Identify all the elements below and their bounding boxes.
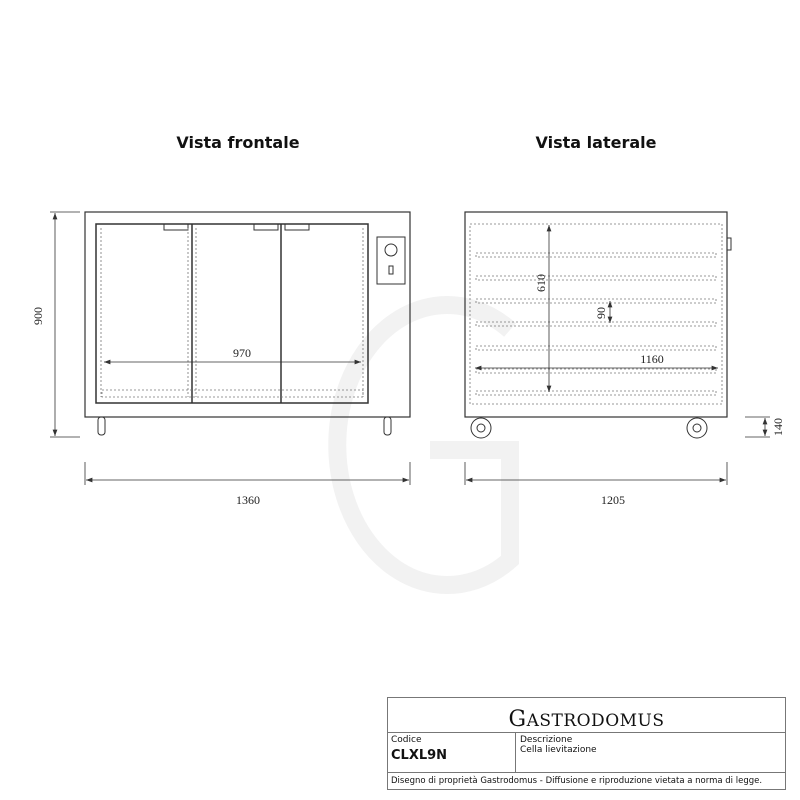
- front-view-title: Vista frontale: [176, 133, 300, 152]
- wheel-left: [471, 418, 491, 438]
- dim-inner-height: 610: [534, 274, 548, 292]
- copyright-notice: Disegno di proprietà Gastrodomus - Diffusione e riproduzione vietata a norma di legge.: [391, 776, 763, 786]
- title-block: [387, 697, 786, 790]
- dim-side-depth: 1205: [601, 493, 625, 507]
- description-label: Descrizione: [520, 735, 573, 745]
- code-label: Codice: [391, 735, 422, 745]
- brand-logo: [388, 698, 785, 733]
- dim-front-width: 1360: [236, 493, 260, 507]
- dim-inner-width: 970: [233, 346, 251, 360]
- foot-right: [384, 417, 391, 435]
- dim-inner-depth: 1160: [640, 352, 664, 366]
- wheel-right: [687, 418, 707, 438]
- description-value: Cella lievitazione: [520, 745, 597, 755]
- watermark-logo: [337, 305, 510, 585]
- dim-height: 900: [31, 307, 45, 325]
- dim-wheel-height: 140: [771, 418, 785, 436]
- side-view-title: Vista laterale: [535, 133, 657, 152]
- product-code: CLXL9N: [391, 748, 448, 763]
- dim-shelf-pitch: 90: [594, 307, 608, 319]
- control-panel: [377, 237, 405, 284]
- brand-initial: G: [508, 707, 527, 732]
- front-view: [85, 212, 410, 435]
- code-cell: [388, 733, 516, 772]
- brand-rest: ASTRODOMUS: [526, 711, 665, 731]
- foot-left: [98, 417, 105, 435]
- description-cell: [516, 733, 601, 772]
